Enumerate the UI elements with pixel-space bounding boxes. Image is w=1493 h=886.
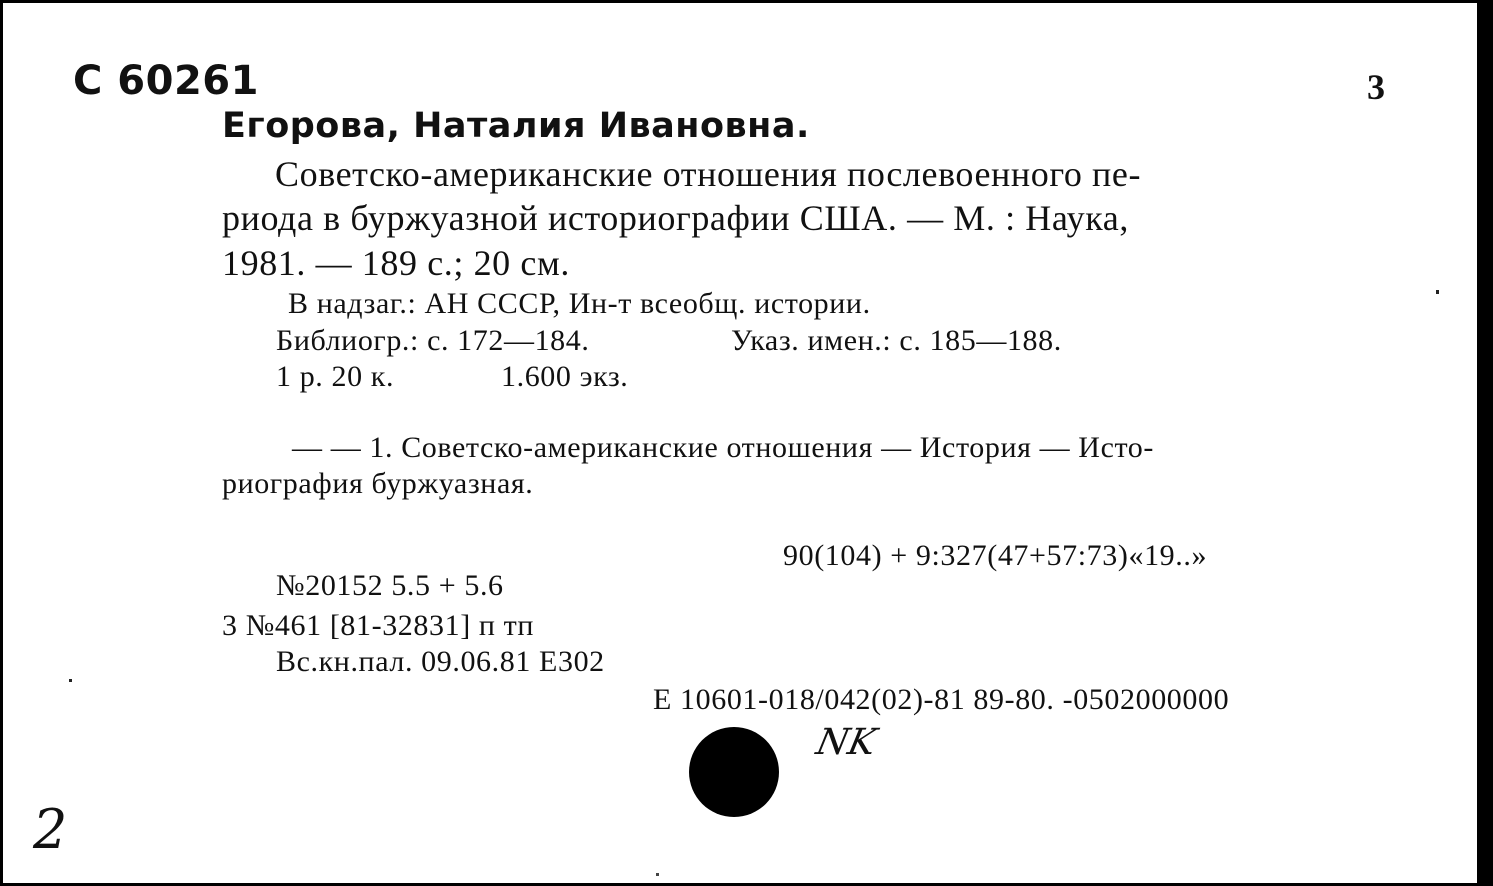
catalog-number: С 60261 [73,58,259,104]
subject-line-2: риография буржуазная. [222,467,534,500]
record-line-3: Вс.кн.пал. 09.06.81 Е302 [276,645,605,678]
handwritten-number: 2 [33,798,68,861]
card-count: 3 [1367,67,1385,107]
subject-line-1: — — 1. Советско-американские отношения — История — Исто- [292,431,1154,464]
record-line-1: №20152 5.5 + 5.6 [276,569,504,602]
classification-code: 90(104) + 9:327(47+57:73)«19..» [783,539,1208,572]
punch-hole [689,727,779,817]
author-heading: Егорова, Наталия Ивановна. [222,106,810,146]
note-print-run: 1.600 экз. [501,360,629,393]
title-line-2: риода в буржуазной историографии США. — М. : Наука, [222,198,1129,238]
speck [656,873,659,876]
note-name-index: Указ. имен.: с. 185—188. [731,324,1062,357]
handwritten-mark: NK [812,722,880,763]
note-supertitle: В надзаг.: АН СССР, Ин-т всеобщ. истории. [288,287,871,320]
speck [69,679,72,682]
index-code: Е 10601-018/042(02)-81 89-80. -0502000000 [653,683,1230,716]
speck [1436,290,1439,294]
note-bibliography: Библиогр.: с. 172—184. [276,324,590,357]
record-line-2: 3 №461 [81-32831] п тп [222,609,535,642]
note-price: 1 р. 20 к. [276,360,395,393]
title-line-3: 1981. — 189 с.; 20 см. [222,243,570,283]
title-line-1: Советско-американские отношения послевоенного пе- [275,154,1142,194]
